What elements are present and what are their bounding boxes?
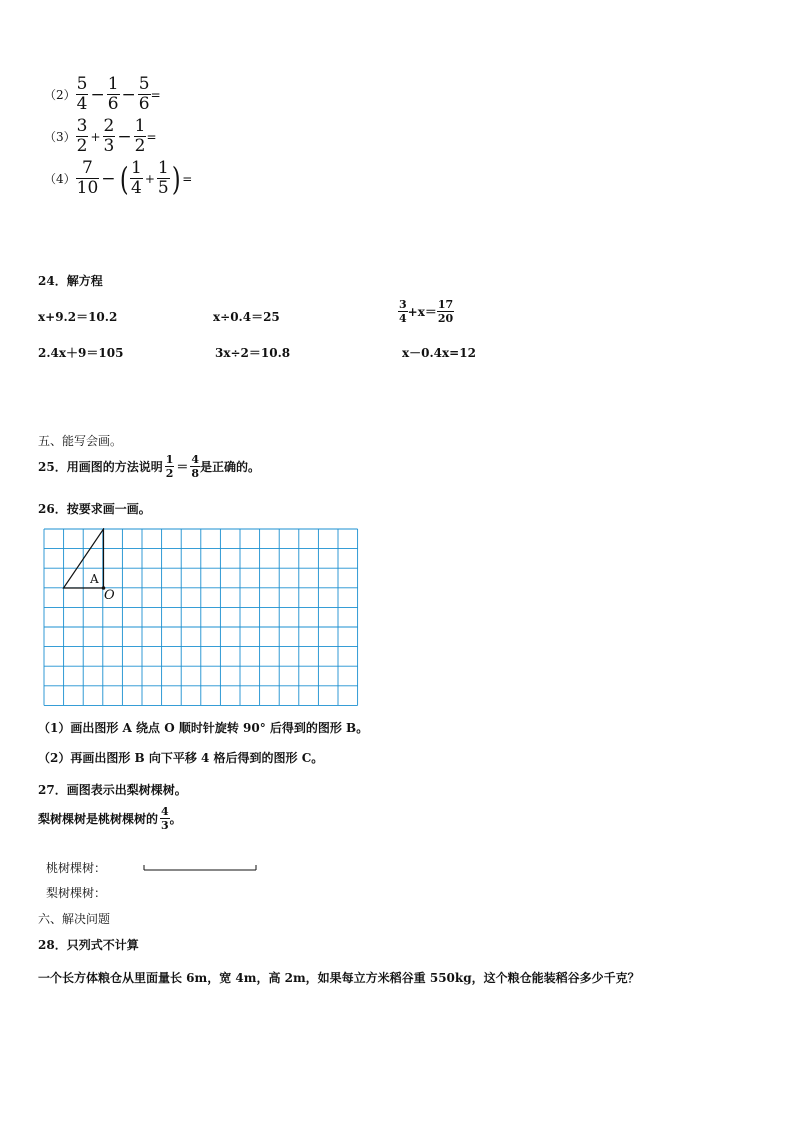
section-6-title: 六、解决问题 xyxy=(38,912,111,926)
fraction: $\frac{1}{2}$ xyxy=(134,116,146,156)
equation-6: x－0.4x=12 xyxy=(402,346,476,360)
label-o: O xyxy=(104,588,115,603)
question-26-task-1: （1）画出图形 A 绕点 O 顺时针旋转 90° 后得到的图形 B。 xyxy=(38,721,369,735)
question-26-task-2: （2）再画出图形 B 向下平移 4 格后得到的图形 C。 xyxy=(38,751,324,765)
question-24-title: 24．解方程 xyxy=(38,274,103,288)
operator: + xyxy=(144,171,155,186)
right-parenthesis: ) xyxy=(171,159,181,198)
equation-5: 3x÷2＝10.8 xyxy=(215,346,291,360)
drawing-grid[interactable] xyxy=(43,528,361,706)
item-label: （2） xyxy=(44,88,76,102)
calc-item-2 xyxy=(44,76,161,113)
fraction: $\frac{5}{6}$ xyxy=(138,74,150,114)
equals-sign: = xyxy=(150,87,161,102)
left-parenthesis: ( xyxy=(119,159,129,198)
equation-1: x+9.2＝10.2 xyxy=(38,310,118,324)
section-5-title: 五、能写会画。 xyxy=(38,434,123,448)
fraction: $\frac{4}{8}$ xyxy=(191,453,200,480)
peach-segment xyxy=(143,863,259,873)
calc-item-4 xyxy=(44,160,192,197)
fraction: $\frac{1}{5}$ xyxy=(157,158,169,198)
calc-item-3 xyxy=(44,118,157,155)
fraction: $\frac{2}{3}$ xyxy=(103,116,115,156)
peach-label: 桃树棵树： xyxy=(46,861,107,875)
operator: − xyxy=(117,126,132,147)
fraction: $\frac{3}{4}$ xyxy=(399,298,407,325)
fraction: $\frac{7}{10}$ xyxy=(76,158,99,198)
question-25 xyxy=(38,454,260,479)
fraction: $\frac{3}{2}$ xyxy=(76,116,88,156)
question-27-statement xyxy=(38,806,182,831)
equation-4: 2.4x＋9＝105 xyxy=(38,346,124,360)
fraction: $\frac{17}{20}$ xyxy=(437,298,454,325)
equals-sign: = xyxy=(146,129,157,144)
question-28-title: 28．只列式不计算 xyxy=(38,938,139,952)
question-25-suffix: 是正确的。 xyxy=(200,460,261,474)
fraction: $\frac{1}{4}$ xyxy=(131,158,142,198)
question-27-title: 27．画图表示出梨树棵树。 xyxy=(38,783,187,797)
question-28-text: 一个长方体粮仓从里面量长 6m，宽 4m，高 2m，如果每立方米稻谷重 550kg，这个粮仓能装稻谷多少千克？ xyxy=(38,971,640,985)
statement-prefix: 梨树棵树是桃树棵树的 xyxy=(38,812,159,826)
operator: − xyxy=(101,168,116,189)
fraction: $\frac{4}{3}$ xyxy=(161,805,169,832)
question-26-title: 26．按要求画一画。 xyxy=(38,502,151,516)
grid-lines xyxy=(44,529,358,705)
equals-sign: ＝ xyxy=(176,460,189,474)
equation-text: +x＝ xyxy=(407,305,437,319)
item-label: （4） xyxy=(44,172,76,186)
statement-suffix: 。 xyxy=(169,812,182,826)
fraction: $\frac{1}{2}$ xyxy=(165,453,174,480)
operator: − xyxy=(121,84,136,105)
item-label: （3） xyxy=(44,130,76,144)
label-a: A xyxy=(90,572,99,586)
operator: + xyxy=(90,129,101,144)
fraction: $\frac{5}{4}$ xyxy=(76,74,88,114)
equation-3 xyxy=(398,299,454,324)
equals-sign: = xyxy=(182,171,193,186)
question-25-prefix: 25．用画图的方法说明 xyxy=(38,460,163,474)
fraction: $\frac{1}{6}$ xyxy=(107,74,119,114)
pear-label: 梨树棵树： xyxy=(46,886,107,900)
operator: − xyxy=(90,84,105,105)
equation-2: x÷0.4＝25 xyxy=(213,310,280,324)
